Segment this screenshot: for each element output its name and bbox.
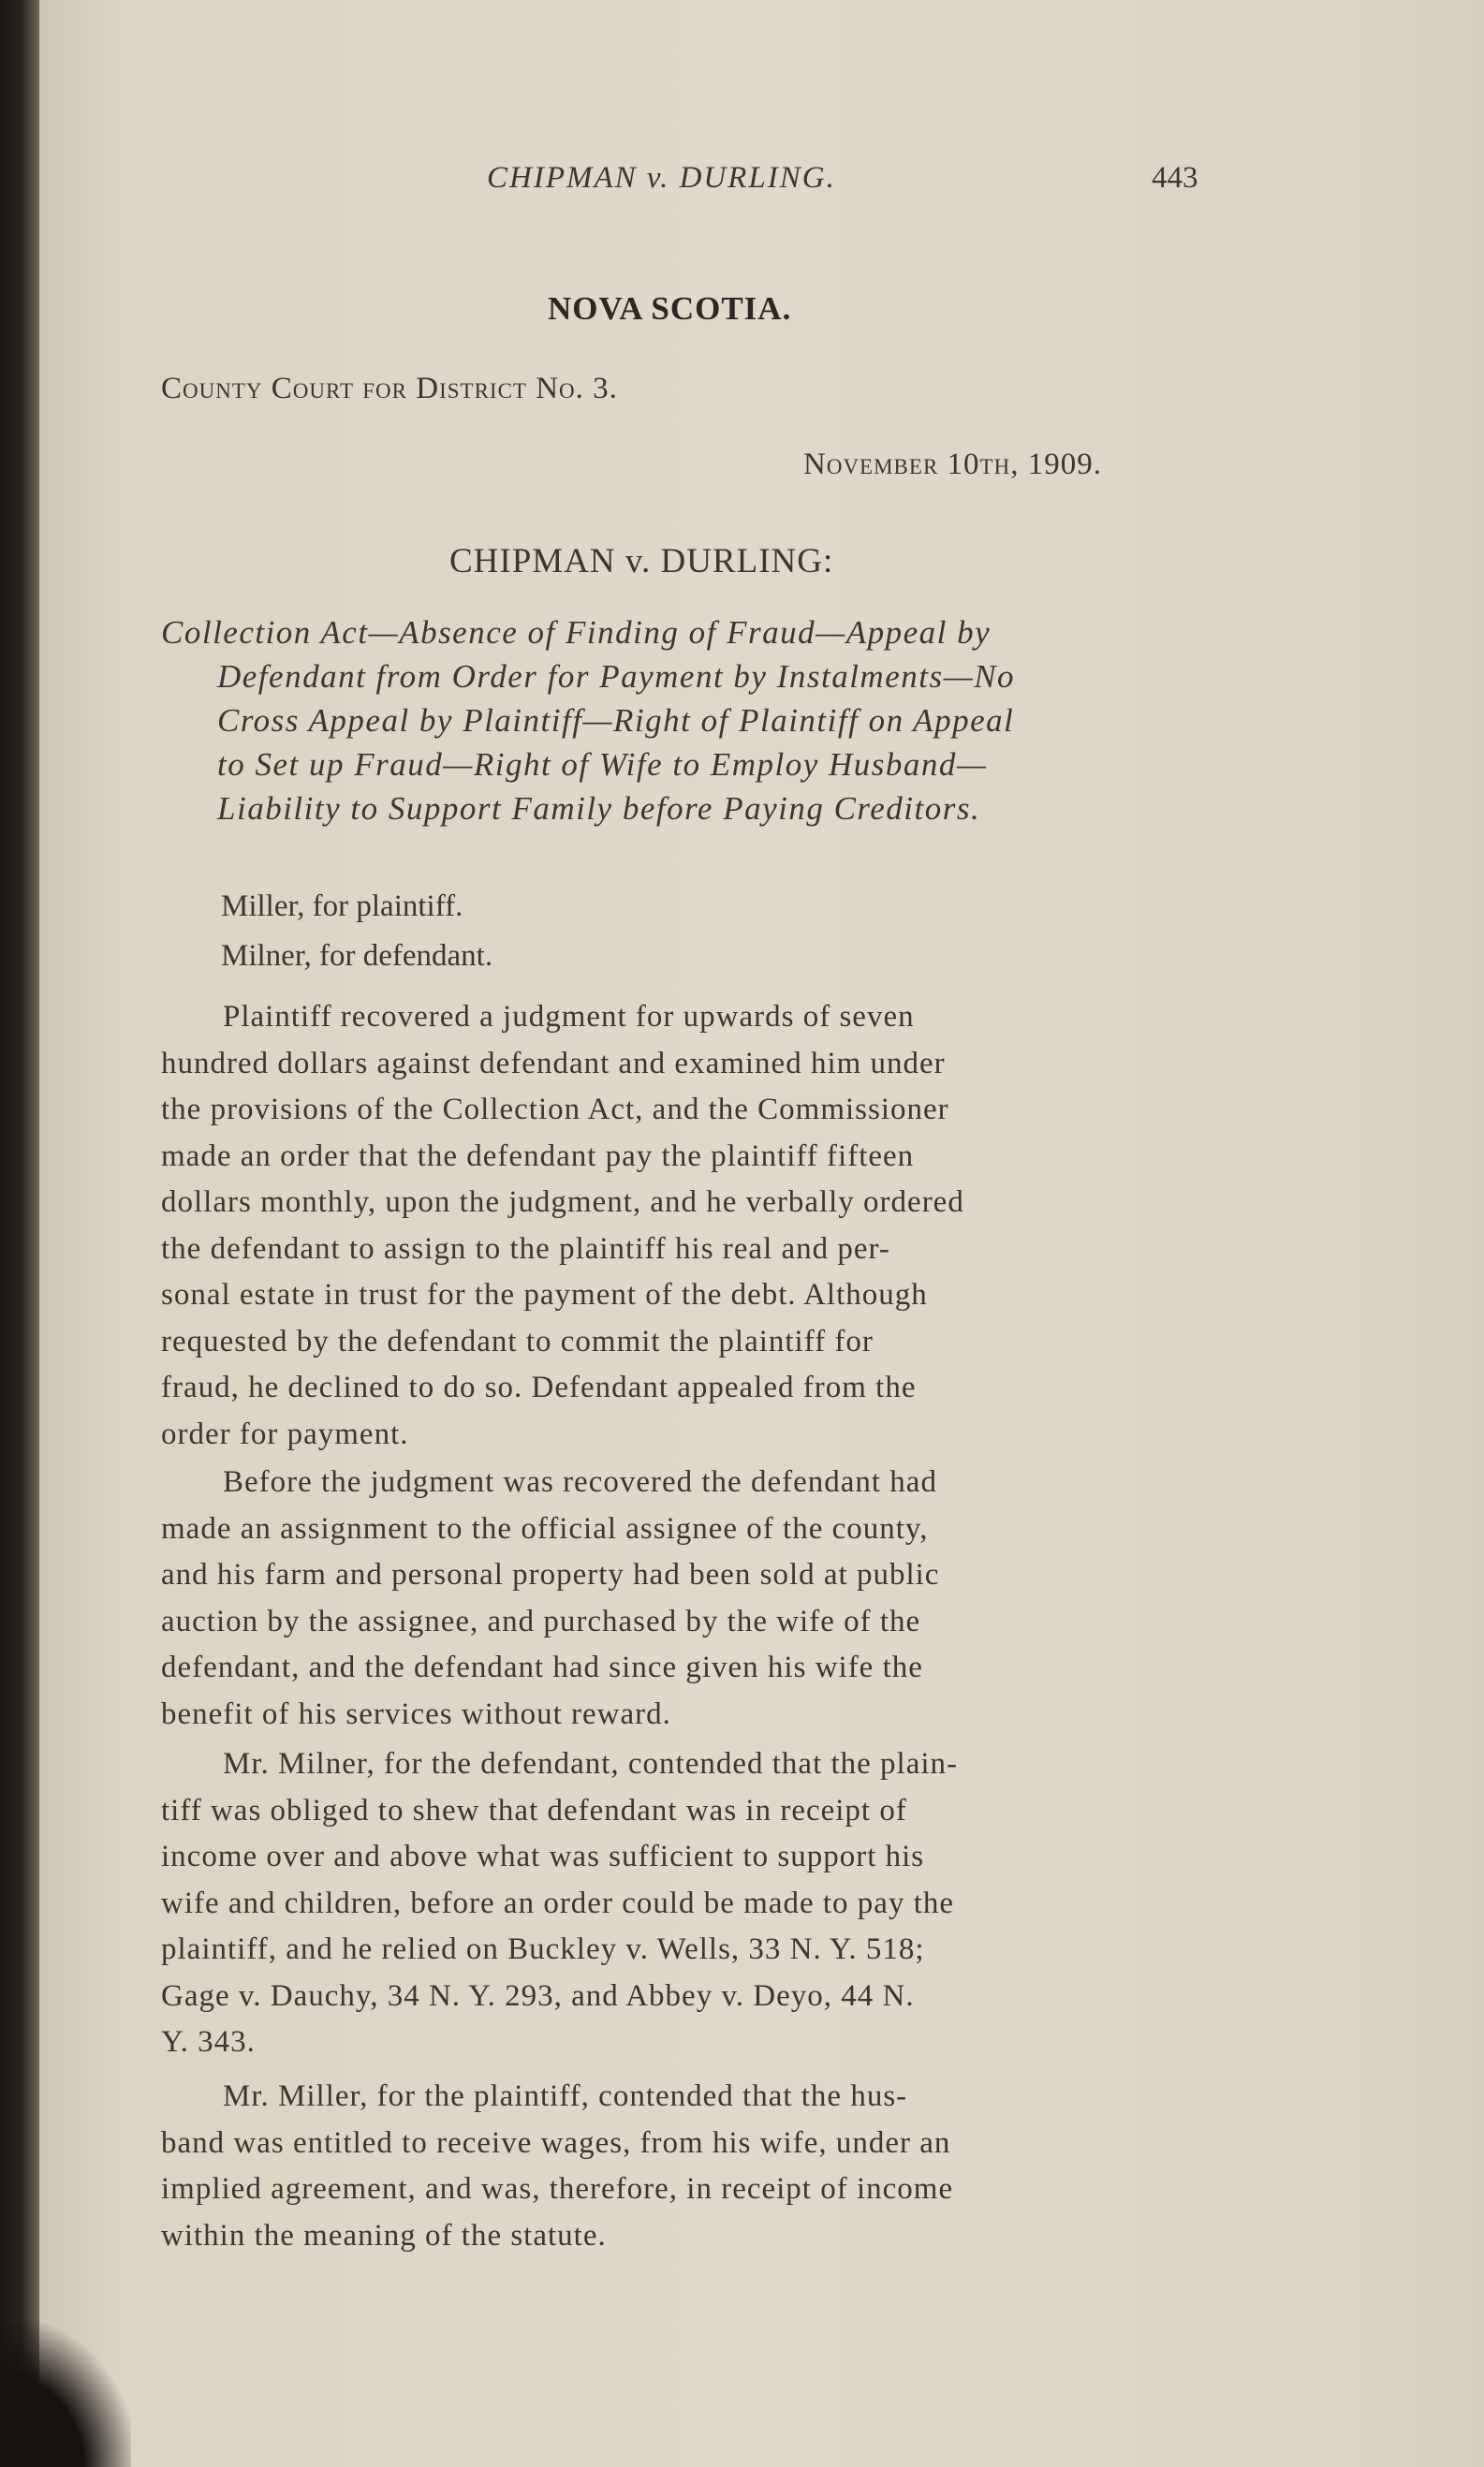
headnote-line: Collection Act—Absence of Finding of Fraud—Appeal by: [161, 614, 992, 651]
text-line: requested by the defendant to commit the plaintiff for: [161, 1324, 874, 1358]
paragraph-assignment: [161, 1465, 939, 1743]
counsel-plaintiff: Miller, for plaintiff.: [221, 889, 463, 923]
paragraph-defendant-argument: [161, 1747, 958, 2072]
headnote-line: Defendant from Order for Payment by Instalments—No: [217, 658, 1016, 695]
headnote-line: Cross Appeal by Plaintiff—Right of Plaintiff on Appeal: [217, 702, 1015, 739]
running-head: CHIPMAN v. DURLING.: [487, 161, 836, 195]
text-line: Before the judgment was recovered the defendant had: [223, 1465, 937, 1499]
text-line: Y. 343.: [161, 2025, 256, 2059]
court-name: County Court for District No. 3.: [161, 372, 618, 405]
case-title: CHIPMAN v. DURLING:: [449, 542, 834, 580]
text-line: dollars monthly, upon the judgment, and he verbally ordered: [161, 1185, 964, 1219]
text-line: order for payment.: [161, 1417, 409, 1451]
text-line: tiff was obliged to shew that defendant was in receipt of: [161, 1793, 907, 1828]
text-line: made an order that the defendant pay the plaintiff fifteen: [161, 1138, 915, 1173]
gutter-shadow: [0, 2322, 131, 2467]
text-line: hundred dollars against defendant and examined him under: [161, 1046, 946, 1080]
page-number: 443: [1152, 161, 1198, 195]
text-line: made an assignment to the official assignee of the county,: [161, 1511, 929, 1546]
text-line: Mr. Miller, for the plaintiff, contended that the hus-: [223, 2079, 908, 2113]
text-line: the defendant to assign to the plaintiff his real and per-: [161, 1231, 890, 1266]
text-line: income over and above what was sufficient to support his: [161, 1840, 925, 1873]
text-line: Plaintiff recovered a judgment for upwards of seven: [223, 1000, 915, 1034]
text-line: benefit of his services without reward.: [161, 1696, 671, 1731]
decision-date: November 10th, 1909.: [803, 448, 1102, 481]
text-line: fraud, he declined to do so. Defendant appealed from the: [161, 1371, 917, 1404]
headnote: [161, 614, 1015, 834]
headnote-line: to Set up Fraud—Right of Wife to Employ Husband—: [217, 746, 988, 783]
text-line: auction by the assignee, and purchased by the wife of the: [161, 1604, 921, 1638]
headnote-line: Liability to Support Family before Paying Creditors.: [217, 790, 981, 827]
text-line: the provisions of the Collection Act, and the Commissioner: [161, 1093, 949, 1126]
text-line: and his farm and personal property had been sold at public: [161, 1558, 940, 1592]
text-line: Gage v. Dauchy, 34 N. Y. 293, and Abbey v. Deyo, 44 N.: [161, 1978, 915, 2013]
text-line: defendant, and the defendant had since given his wife the: [161, 1651, 923, 1684]
book-gutter: [0, 0, 39, 2467]
text-line: within the meaning of the statute.: [161, 2218, 607, 2253]
counsel-defendant: Milner, for defendant.: [221, 939, 493, 973]
text-line: implied agreement, and was, therefore, in receipt of income: [161, 2172, 954, 2206]
text-line: plaintiff, and he relied on Buckley v. Wells, 33 N. Y. 518;: [161, 1932, 925, 1966]
text-line: Mr. Milner, for the defendant, contended that the plain-: [223, 1747, 959, 1781]
text-line: sonal estate in trust for the payment of the debt. Although: [161, 1278, 928, 1312]
jurisdiction-heading: NOVA SCOTIA.: [548, 290, 792, 327]
text-line: wife and children, before an order could be made to pay the: [161, 1886, 955, 1920]
paragraph-facts: [161, 1000, 964, 1463]
paragraph-plaintiff-argument: [161, 2079, 953, 2265]
text-line: band was entitled to receive wages, from his wife, under an: [161, 2125, 951, 2160]
